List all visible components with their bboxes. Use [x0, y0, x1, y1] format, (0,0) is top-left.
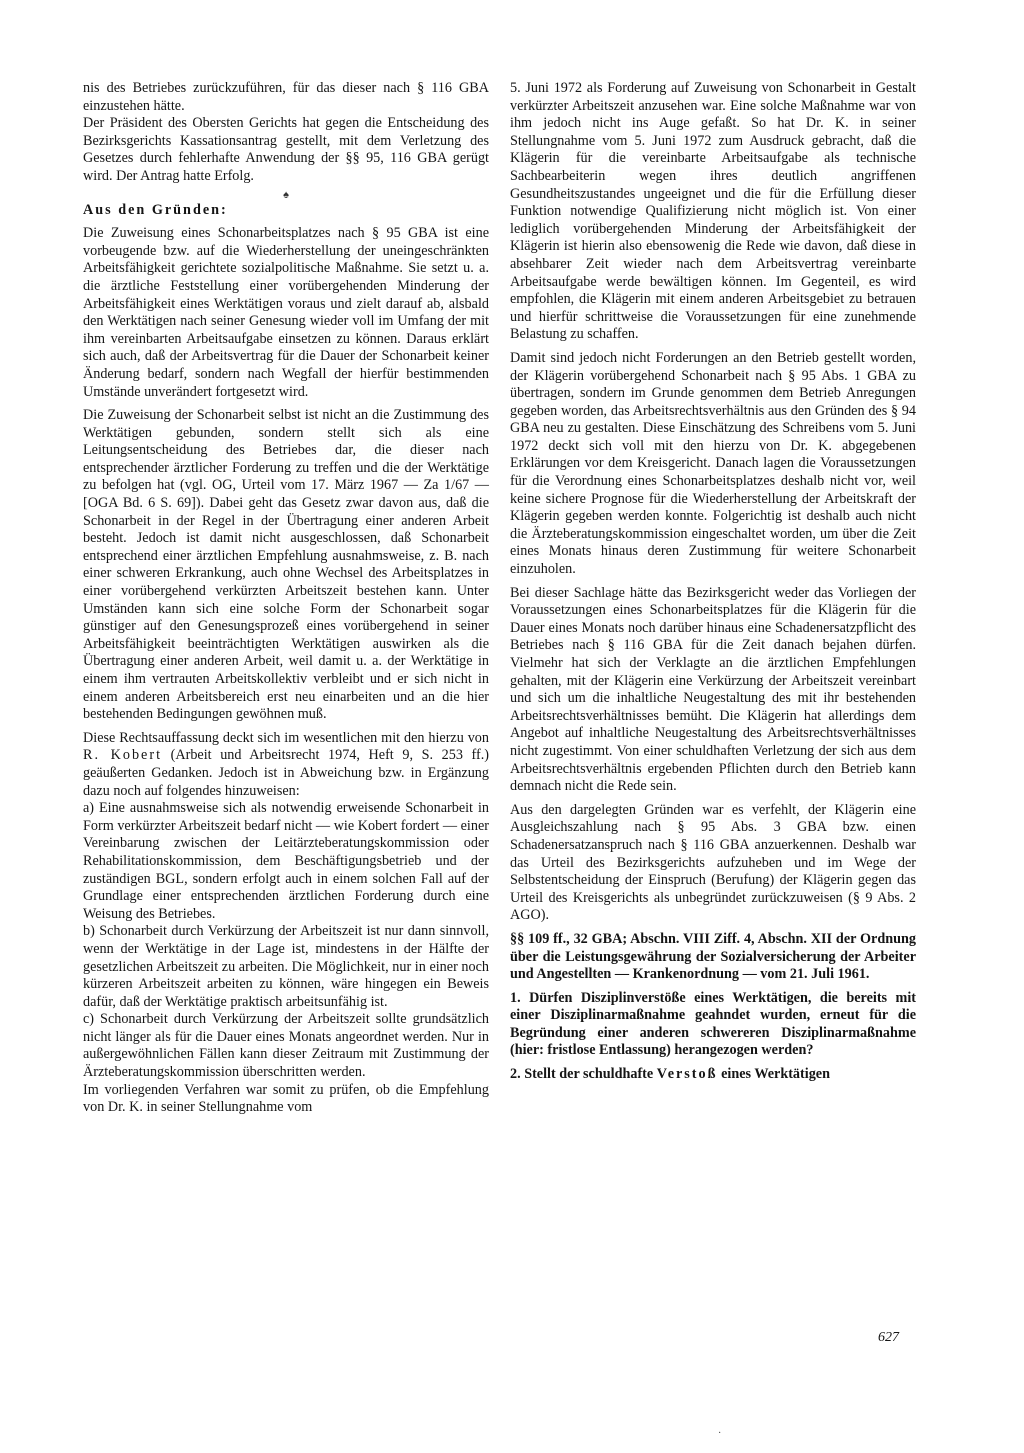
- question-emphasis: Verstoß: [656, 1066, 718, 1083]
- question-text: eines Werktätigen: [717, 1066, 830, 1083]
- paragraph-anregungen: Damit sind jedoch nicht Forderungen an den Betrieb gestellt worden, der Klägerin vorübergehend Schonarbeit nach § 95 Abs. 1 GBA zu übertragen, sondern im Grunde genommen dem Betrieb Anregungen gegeben worden, das Arbeitsrechtsverhältnis aus den Gründen des § 94 GBA neu zu gestalten. Diese Einschätzung des Schreibens vom 5. Juni 1972 deckt sich voll mit den hierzu von Dr. K. abgegebenen Erklärungen vor dem Kreisgericht. Danach lagen die Voraussetzungen für die Verordnung eines Schonarbeitsplatzes deshalb nicht vor, weil keine sichere Prognose für die Wiederherstellung der Arbeitskraft der Klägerin gegeben werden konnte. Folgerichtig ist deshalb auch nicht die Ärzteberatungskommission eingeschaltet worden, um über die Zeit eines Monats hinaus deren Zustimmung für weitere Schonarbeit einzuholen.: [510, 349, 916, 578]
- legal-question-1: 1. Dürfen Disziplinverstöße eines Werktätigen, die bereits mit einer Disziplinarmaßnahme geahndet wurden, erneut für die Begründung einer anderen schwereren Disziplinarmaßnahme (hier: fristlose Entlassung) herangezogen werden?: [510, 989, 916, 1059]
- list-item-b: b) Schonarbeit durch Verkürzung der Arbeitszeit ist nur dann sinnvoll, wenn der Werktätige in der Lage ist, mindestens in der Hälfte der gesetzlichen Arbeitszeit zu arbeiten. Die Möglichkeit, nur in einer noch kürzeren Arbeitszeit arbeiten zu können, wäre hingegen ein Beweis dafür, daß der Werktätige praktisch arbeitsunfähig ist.: [83, 923, 489, 1010]
- paragraph-sachlage: Bei dieser Sachlage hätte das Bezirksgericht weder das Vorliegen der Voraussetzungen eines Schonarbeitsplatzes für die Klägerin für die Dauer eines Monats noch darüber hinaus eine Schadenersatzpflicht des Betriebes nach § 116 GBA für die Zeit danach bejahen dürfen. Vielmehr hat sich der Verklagte an die ärztlichen Empfehlungen gehalten, mit der Klägerin eine Verkürzung der Arbeitszeit vereinbart und sich um die inhaltliche Neugestaltung des mit ihr bestehenden Arbeitsrechtsverhältnisses bemüht. Die Klägerin hat allerdings dem Angebot auf inhaltliche Neugestaltung des Arbeitsrechtsverhältnisses nicht zugestimmt. Von einer schuldhaften Verletzung der sich aus dem Arbeitsrechtsverhältnis ergebenden Pflichten durch den Betrieb kann demnach nicht die Rede sein.: [510, 584, 916, 795]
- legal-question-2: [510, 1066, 916, 1084]
- list-item-c: c) Schonarbeit durch Verkürzung der Arbeitszeit sollte grundsätzlich nicht länger als für die Dauer eines Monats angeordnet werden. Nur in außergewöhnlichen Fällen kann dieser Zeitraum mit Zustimmung der Ärzteberatungskommission überschritten werden.: [83, 1011, 489, 1081]
- paragraph-ergebnis: Aus den dargelegten Gründen war es verfehlt, der Klägerin eine Ausgleichszahlung nach § 95 Abs. 3 GBA bzw. einen Schadenersatzanspruch nach § 116 GBA anzuerkennen. Deshalb war das Urteil des Bezirksgerichts aufzuheben und im Wege der Selbstentscheidung der Einspruch (Berufung) der Klägerin gegen das Urteil des Kreisgerichts als unbegründet zurückzuweisen (§ 9 Abs. 2 AGO).: [510, 801, 916, 924]
- question-text: 2. Stellt der schuldhafte: [510, 1066, 657, 1083]
- legal-reference-heading: §§ 109 ff., 32 GBA; Abschn. VIII Ziff. 4, Abschn. XII der Ordnung über die Leistungsgewährung der Sozialversicherung der Arbeiter und Angestellten — Krankenordnung — vom 21. Juli 1961.: [510, 930, 916, 983]
- paragraph-continuation: nis des Betriebes zurückzuführen, für das dieser nach § 116 GBA einzustehen hätte.: [83, 80, 489, 114]
- paragraph-text: Diese Rechtsauffassung deckt sich im wesentlichen mit den hierzu von: [83, 729, 489, 746]
- paragraph-forderung: 5. Juni 1972 als Forderung auf Zuweisung von Schonarbeit in Gestalt verkürzter Arbeitszeit anzusehen war. Eine solche Maßnahme war von ihm jedoch nicht ins Auge gefaßt. So hat Dr. K. in seiner Stellungnahme vom 5. Juni 1972 zum Ausdruck gebracht, daß die Klägerin für die vereinbarte Arbeitsaufgabe als technische Sachbearbeiterin wegen ihres deutlich angriffenen Gesundheitszustandes ungeeignet und die für die Erfüllung dieser Funktion notwendige Qualifizierung nicht möglich ist. Von einer lediglich vorübergehenden Minderung der Arbeitsfähigkeit der Klägerin ist hierin also ebensowenig die Rede wie davon, daß diese in absehbarer Zeit wieder nach dem Arbeitsvertrag vereinbarte Arbeitsaufgabe werde bewältigen können. Im Gegenteil, es wird empfohlen, die Klägerin mit einem anderen Arbeitsgebiet zu betrauen und hierfür schrittweise die Voraussetzungen für eine zunehmende Belastung zu schaffen.: [510, 80, 916, 343]
- paragraph-kassationsantrag: Der Präsident des Obersten Gerichts hat gegen die Entscheidung des Bezirksgerichts Kassationsantrag gestellt, mit dem Verletzung des Gesetzes durch fehlerhafte Anwendung der §§ 95, 116 GBA gerügt wird. Der Antrag hatte Erfolg.: [83, 115, 489, 184]
- paragraph-zuweisung: Die Zuweisung eines Schonarbeitsplatzes nach § 95 GBA ist eine vorbeugende bzw. auf die Wiederherstellung der uneingeschränkten Arbeitsfähigkeit gerichtete sozialpolitische Maßnahme. Sie setzt u. a. die ärztliche Feststellung einer vorübergehenden Minderung der Arbeitsfähigkeit eines Werktätigen voraus und zielt darauf ab, alsbald den Werktätigen nach seiner Genesung wieder voll im Umfang der mit ihm vereinbarten Arbeitsaufgabe einsetzen zu können. Daraus erklärt sich auch, daß der Arbeitsvertrag für die Dauer der Schonarbeit keiner Änderung bedarf, sondern nach Wegfall der hierfür bestimmenden Umstände unverändert fortgesetzt wird.: [83, 225, 489, 400]
- paragraph-verfahren: Im vorliegenden Verfahren war somit zu prüfen, ob die Empfehlung von Dr. K. in seiner Stellungnahme vom: [83, 1081, 489, 1116]
- list-item-a: a) Eine ausnahmsweise sich als notwendig erweisende Schonarbeit in Form verkürzter Arbeitszeit bedarf nicht — wie Kobert fordert — einer Vereinbarung zwischen der Leitärzteberatungskommission oder Rehabilitationskommission, dem Beschäftigungsbetrieb und der zuständigen BGL, sondern erfolgt auch in einem solchen Fall auf der Grundlage einer entsprechenden ärztlichen Forderung durch eine Weisung des Betriebes.: [83, 800, 489, 922]
- page-number: 627: [878, 1330, 899, 1345]
- left-column: [83, 80, 489, 1117]
- paragraph-zustimmung: Die Zuweisung der Schonarbeit selbst ist nicht an die Zustimmung des Werktätigen gebunden, sondern stellt sich als eine Leitungsentscheidung des Betriebes dar, die dieser nach entsprechender ärztlicher Forderung zu treffen und die der Werktätige zu befolgen hat (vgl. OG, Urteil vom 17. März 1967 — Za 1/67 — [OGA Bd. 6 S. 69]). Dabei geht das Gesetz zwar davon aus, daß die Schonarbeit in der Regel in der Übertragung einer anderen Arbeit besteht. Jedoch ist damit nicht ausgeschlossen, daß Schonarbeit entsprechend einer ärztlichen Empfehlung ausnahmsweise, z. B. nach einer schweren Erkrankung, auch ohne Wechsel des Arbeitsplatzes in einer vorübergehend verkürzten Arbeitszeit bestehen kann. Unter Umständen kann sich eine solche Form der Schonarbeit sogar günstiger auf den Genesungsprozeß eines vorübergehend in seiner Arbeitsfähigkeit beeinträchtigten Werktätigen auswirken als die Übertragung einer anderen Arbeit, weil damit u. a. der Werktätige in einem ihm vertrauten Arbeitskollektiv verbleibt und er sich nicht in einem anderen Arbeitsbereich erst neu einarbeiten und an die hier bestehenden Bedingungen gewöhnen muß.: [83, 407, 489, 723]
- printer-mark: ♠: [283, 188, 289, 201]
- author-name: R. Kobert: [83, 747, 163, 764]
- paragraph-text: (Arbeit und Arbeitsrecht 1974, Heft 9, S. 253 ff.) geäußerten Gedanken. Jedoch ist in Abweichung bzw. in Ergänzung dazu noch auf folgendes hinzuweisen:: [83, 747, 489, 799]
- right-column: [510, 80, 916, 1090]
- printer-mark-bottom: ·: [718, 1428, 722, 1439]
- paragraph-rechtsauffassung: [83, 730, 489, 800]
- section-heading: Aus den Gründen:: [83, 201, 228, 218]
